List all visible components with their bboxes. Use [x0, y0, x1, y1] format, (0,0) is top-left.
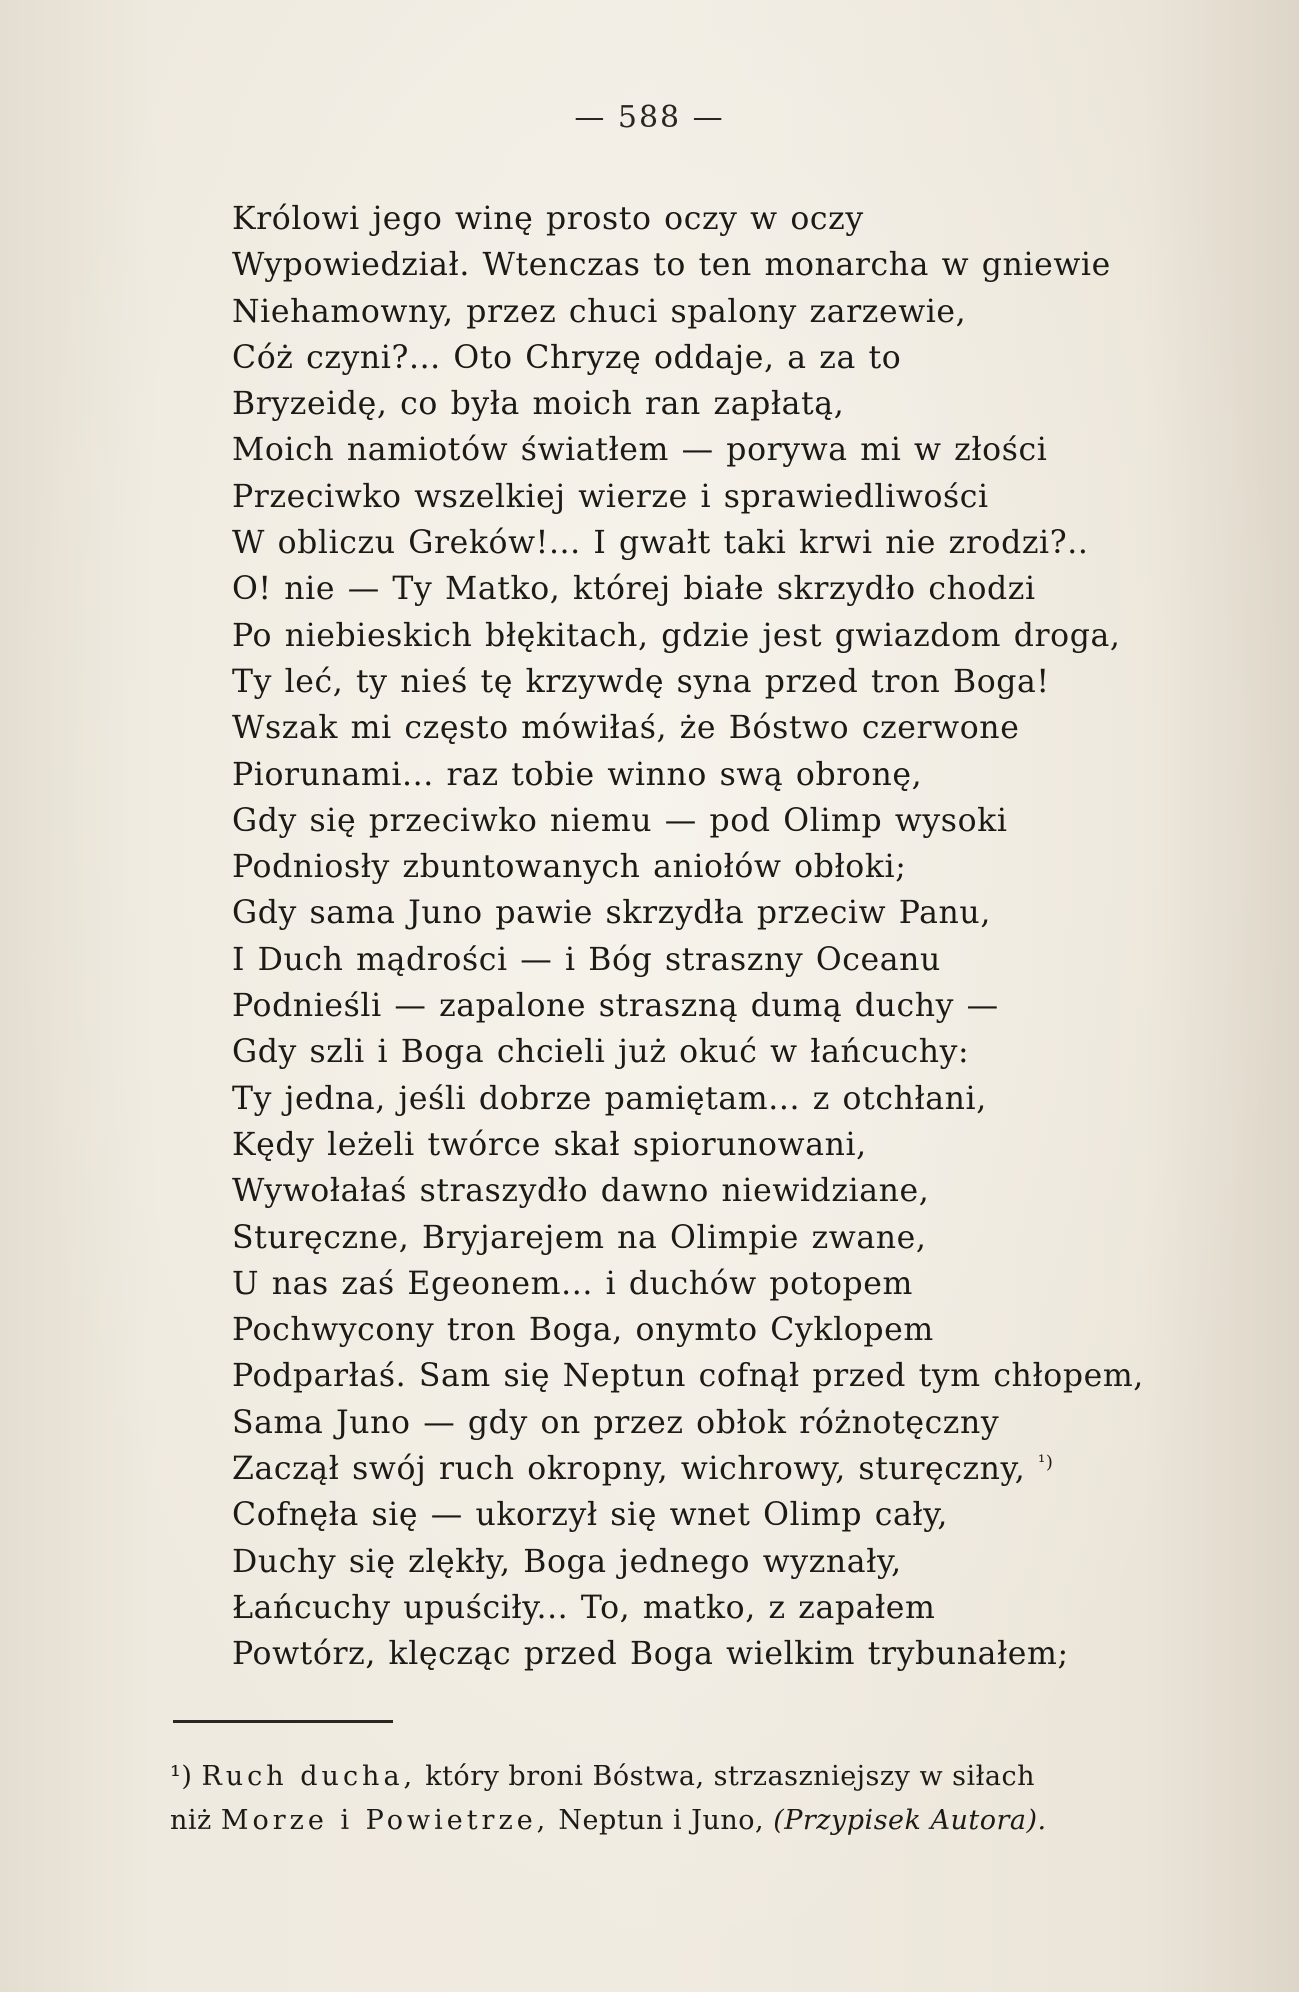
- verse-text: Wszak mi często mówiłaś, że Bóstwo czerwone: [232, 710, 1020, 747]
- verse-text: Wywołałaś straszydło dawno niewidziane,: [232, 1173, 930, 1210]
- verse-line: [232, 937, 1192, 983]
- verse-text: Sturęczne, Bryjarejem na Olimpie zwane,: [232, 1219, 927, 1256]
- verse-line: [232, 1122, 1192, 1168]
- verse-text: Ty jedna, jeśli dobrze pamiętam... z otchłani,: [232, 1080, 987, 1117]
- verse-line: [232, 1539, 1192, 1585]
- verse-text: Cóż czyni?... Oto Chryzę oddaje, a za to: [232, 339, 902, 376]
- verse-line: [232, 196, 1192, 242]
- verse-text: Gdy sama Juno pawie skrzydła przeciw Panu,: [232, 895, 991, 932]
- footnote-text-middle: Neptun i Juno,: [549, 1805, 774, 1836]
- verse-line: [232, 335, 1192, 381]
- verse-line: [232, 705, 1192, 751]
- footnote-text-prefix: niż: [170, 1805, 221, 1836]
- verse-text: Niehamowny, przez chuci spalony zarzewie,: [232, 293, 967, 330]
- verse-line: [232, 289, 1192, 335]
- footnote-line-1: [170, 1755, 1190, 1799]
- footnote: [170, 1755, 1190, 1843]
- verse-line: [232, 983, 1192, 1029]
- verse-text: Królowi jego winę prosto oczy w oczy: [232, 201, 864, 237]
- verse-text: W obliczu Greków!... I gwałt taki krwi nie zrodzi?..: [232, 525, 1089, 562]
- verse-text: U nas zaś Egeonem... i duchów potopem: [232, 1265, 914, 1302]
- verse-line: [232, 1400, 1192, 1446]
- verse-line: [232, 1353, 1192, 1399]
- verse-text: Powtórz, klęcząc przed Boga wielkim trybunałem;: [232, 1636, 1069, 1673]
- verse-line: [232, 613, 1192, 659]
- verse-line: [232, 890, 1192, 936]
- verse-text: Przeciwko wszelkiej wierze i sprawiedliwości: [232, 478, 989, 515]
- verse-line: [232, 427, 1192, 473]
- footnote-spaced-text: Ruch ducha,: [201, 1761, 417, 1792]
- verse-line: [232, 1168, 1192, 1214]
- verse-text: Wypowiedział. Wtenczas to ten monarcha w gniewie: [232, 247, 1111, 284]
- verse-line: [232, 566, 1192, 612]
- verse-line: [232, 520, 1192, 566]
- verse-text: Pochwycony tron Boga, onymto Cyklopem: [232, 1312, 934, 1349]
- verse-text: O! nie — Ty Matko, której białe skrzydło chodzi: [232, 571, 1036, 608]
- verse-line: [232, 798, 1192, 844]
- verse-line: [232, 1446, 1192, 1492]
- verse-line: [232, 752, 1192, 798]
- verse-text: Ty leć, ty nieś tę krzywdę syna przed tron Boga!: [232, 663, 1050, 700]
- verse-line: [232, 1076, 1192, 1122]
- verse-line: [232, 474, 1192, 520]
- verse-text: Gdy się przeciwko niemu — pod Olimp wysoki: [232, 802, 1008, 839]
- verse-text: Bryzeidę, co była moich ran zapłatą,: [232, 386, 845, 423]
- verse-text: I Duch mądrości — i Bóg straszny Oceanu: [232, 941, 941, 978]
- verse-line: [232, 1261, 1192, 1307]
- verse-line: [232, 844, 1192, 890]
- verse-text: Łańcuchy upuściły... To, matko, z zapałem: [232, 1589, 936, 1626]
- page-number: — 588 —: [574, 100, 725, 135]
- verse-line: [232, 242, 1192, 288]
- verse-text: Podnieśli — zapalone straszną dumą duchy —: [232, 988, 999, 1025]
- verse-line: [232, 1215, 1192, 1261]
- verse-text: Gdy szli i Boga chcieli już okuć w łańcuchy:: [232, 1034, 970, 1071]
- poem-verses: [232, 196, 1192, 1678]
- footnote-reference: ¹): [1038, 1452, 1054, 1474]
- footnote-text: który broni Bóstwa, strzaszniejszy w siłach: [416, 1761, 1036, 1792]
- verse-text: Kędy leżeli twórce skał spiorunowani,: [232, 1126, 867, 1163]
- verse-text: Moich namiotów światłem — porywa mi w złości: [232, 432, 1048, 469]
- verse-line: [232, 1585, 1192, 1631]
- verse-text: Podniosły zbuntowanych aniołów obłoki;: [232, 849, 907, 886]
- verse-text: Piorunami... raz tobie winno swą obronę,: [232, 756, 923, 793]
- verse-line: [232, 1029, 1192, 1075]
- footnote-spaced-text-2: Morze i Powietrze,: [220, 1805, 550, 1836]
- footnote-mark: ¹): [170, 1761, 193, 1792]
- verse-text: Zaczął swój ruch okropny, wichrowy, sturęczny,: [232, 1451, 1026, 1488]
- footnote-divider: [173, 1720, 393, 1723]
- verse-text: Cofnęła się — ukorzył się wnet Olimp cały,: [232, 1497, 949, 1534]
- verse-text: Duchy się zlękły, Boga jednego wyznały,: [232, 1543, 902, 1580]
- verse-text: Podparłaś. Sam się Neptun cofnął przed tym chłopem,: [232, 1358, 1144, 1395]
- verse-line: [232, 1492, 1192, 1538]
- verse-line: [232, 1631, 1192, 1677]
- footnote-line-2: [170, 1799, 1190, 1843]
- verse-text: Po niebieskich błękitach, gdzie jest gwiazdom droga,: [232, 617, 1121, 654]
- verse-line: [232, 1307, 1192, 1353]
- verse-text: Sama Juno — gdy on przez obłok różnotęczny: [232, 1404, 1000, 1441]
- footnote-attribution: (Przypisek Autora).: [773, 1805, 1047, 1836]
- verse-line: [232, 659, 1192, 705]
- verse-line: [232, 381, 1192, 427]
